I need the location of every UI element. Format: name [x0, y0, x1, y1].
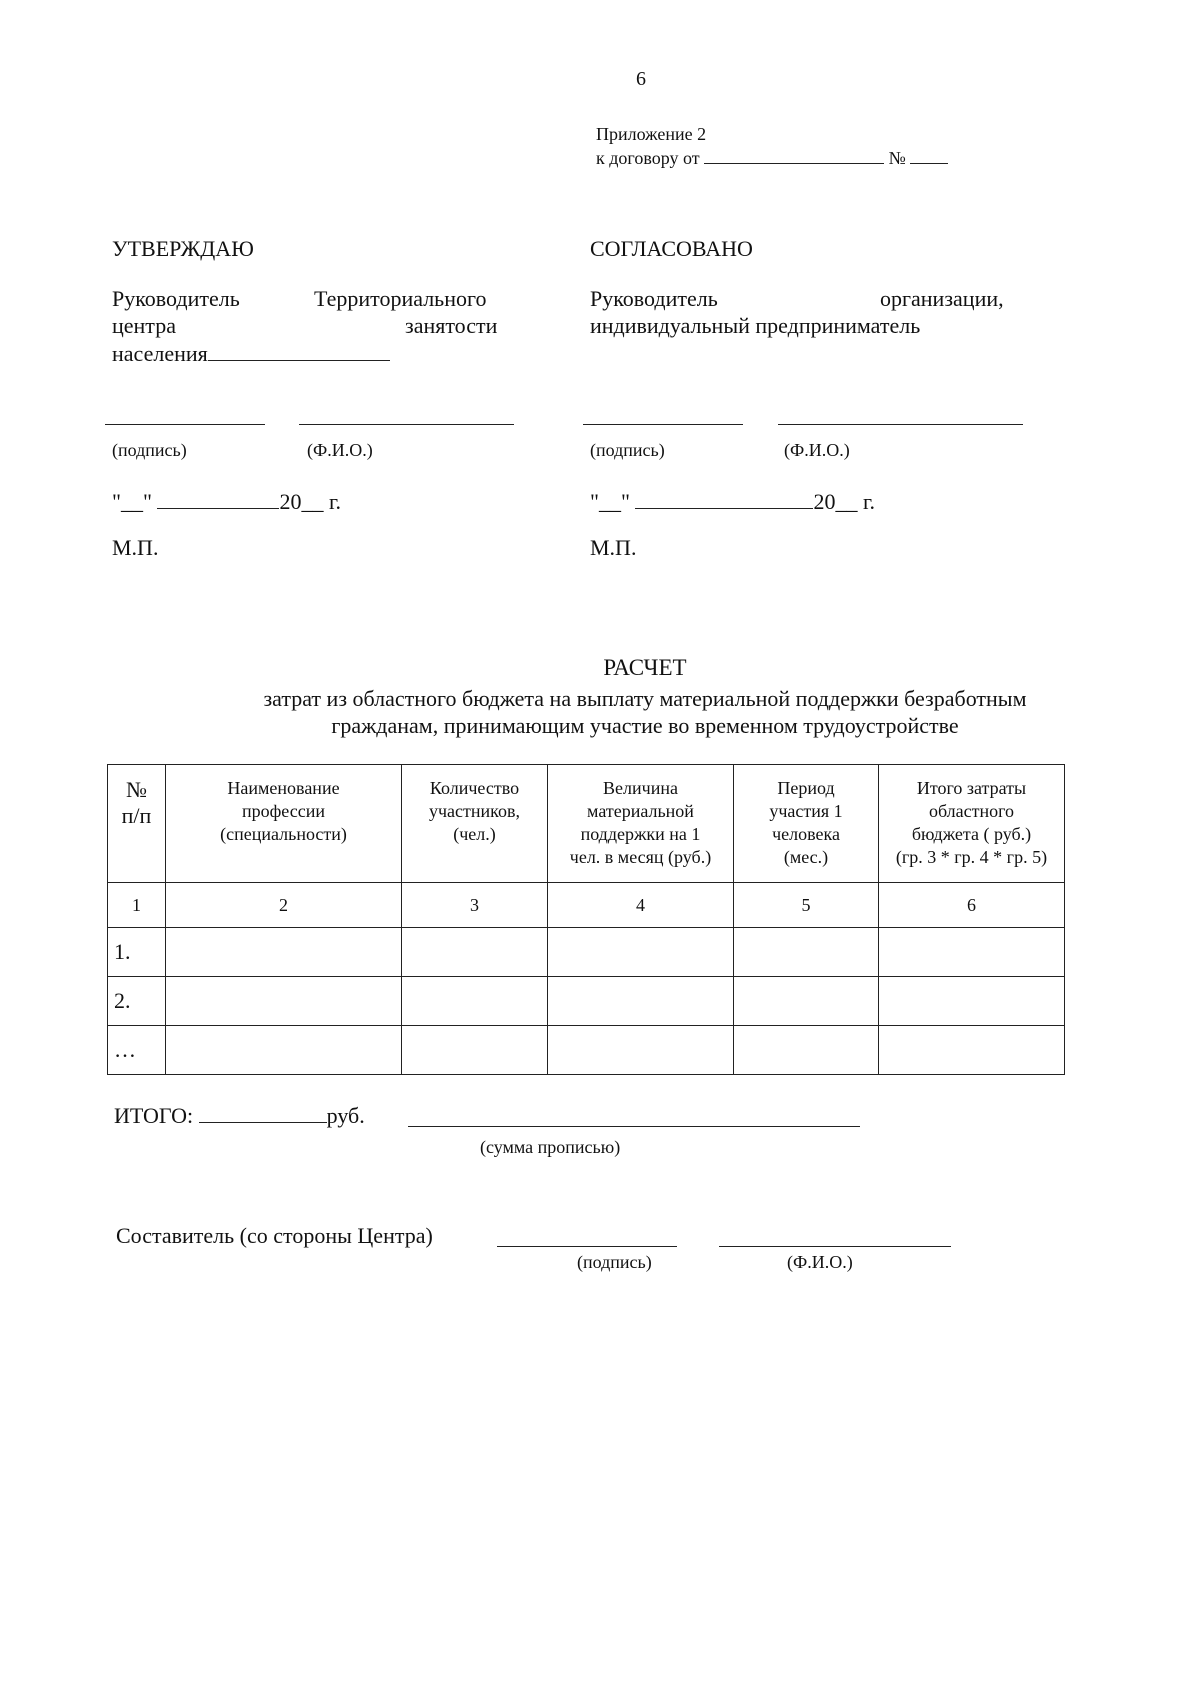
column-header-total-cost: Итого затраты областного бюджета ( руб.) (гр. 3 * гр. 4 * гр. 5)	[879, 765, 1065, 883]
compiler-label: Составитель (со стороны Центра)	[116, 1223, 433, 1248]
table-row	[108, 1026, 1065, 1075]
table-cell	[166, 928, 402, 977]
total-label: ИТОГО:	[114, 1103, 194, 1128]
approve-heading: УТВЕРЖДАЮ	[112, 236, 254, 261]
appendix-line-2	[596, 147, 948, 169]
column-number: 3	[402, 883, 548, 928]
agree-line-2: индивидуальный предприниматель	[590, 313, 921, 338]
page-number: 6	[636, 68, 646, 90]
calculation-subtitle-line-2: гражданам, принимающим участие во временном трудоустройстве	[331, 713, 959, 738]
table-cell	[879, 928, 1065, 977]
approve-name-line	[299, 424, 514, 425]
approve-line-2-left: центра	[112, 313, 176, 338]
table-cell	[734, 1026, 879, 1075]
table-cell	[548, 977, 734, 1026]
calculation-subtitle-line-1: затрат из областного бюджета на выплату материальной поддержки безработным	[263, 686, 1027, 711]
approve-date-blank	[157, 488, 279, 509]
agree-stamp: М.П.	[590, 535, 637, 560]
column-number: 2	[166, 883, 402, 928]
table-cell	[734, 928, 879, 977]
approve-date-quotes: "__"	[112, 489, 152, 514]
compiler-signature-label: (подпись)	[577, 1252, 652, 1272]
approve-line-3-label: населения	[112, 341, 208, 366]
table-header-row	[108, 765, 1065, 883]
column-number: 4	[548, 883, 734, 928]
agree-date	[590, 488, 875, 515]
compiler-signature-line	[497, 1246, 677, 1247]
column-header-period: Период участия 1 человека (мес.)	[734, 765, 879, 883]
table-cell	[166, 1026, 402, 1075]
table-cell	[402, 1026, 548, 1075]
column-header-profession: Наименование профессии (специальности)	[166, 765, 402, 883]
approve-name-blank	[208, 340, 390, 361]
approve-signature-line	[105, 424, 265, 425]
column-numbers-row	[108, 883, 1065, 928]
compiler-name-label: (Ф.И.О.)	[787, 1252, 853, 1272]
calculation-table	[107, 764, 1065, 1075]
total-amount-blank	[199, 1102, 327, 1123]
agree-year: 20__ г.	[813, 489, 876, 514]
table-cell: 1.	[108, 928, 166, 977]
table-cell	[548, 1026, 734, 1075]
table-cell	[879, 977, 1065, 1026]
column-header-number: № п/п	[108, 765, 166, 883]
table-cell	[734, 977, 879, 1026]
approve-year: 20__ г.	[279, 489, 342, 514]
agree-heading: СОГЛАСОВАНО	[590, 236, 753, 261]
approve-name-label: (Ф.И.О.)	[307, 440, 373, 460]
approve-stamp: М.П.	[112, 535, 159, 560]
table-cell: …	[108, 1026, 166, 1075]
approve-line-1-left: Руководитель	[112, 286, 240, 311]
approve-signature-label: (подпись)	[112, 440, 187, 460]
approve-line-2-right: занятости	[405, 313, 498, 338]
table-cell	[402, 977, 548, 1026]
agree-date-blank	[635, 488, 813, 509]
agree-signature-label: (подпись)	[590, 440, 665, 460]
table-cell	[166, 977, 402, 1026]
appendix-contract-prefix: к договору от	[596, 148, 700, 168]
table-row	[108, 977, 1065, 1026]
total-currency: руб.	[326, 1103, 365, 1128]
calculation-title: РАСЧЕТ	[603, 655, 687, 680]
column-header-participants: Количество участников, (чел.)	[402, 765, 548, 883]
agree-name-label: (Ф.И.О.)	[784, 440, 850, 460]
table-row	[108, 928, 1065, 977]
agree-date-quotes: "__"	[590, 489, 630, 514]
compiler-name-line	[719, 1246, 951, 1247]
column-number: 1	[108, 883, 166, 928]
appendix-line-1: Приложение 2	[596, 124, 707, 144]
column-number: 5	[734, 883, 879, 928]
contract-number-blank	[910, 147, 948, 164]
number-sign: №	[888, 148, 906, 168]
table-cell	[879, 1026, 1065, 1075]
agree-line-1-left: Руководитель	[590, 286, 718, 311]
approve-line-3	[112, 340, 390, 367]
column-header-support-amount: Величина материальной поддержки на 1 чел. в месяц (руб.)	[548, 765, 734, 883]
table-cell: 2.	[108, 977, 166, 1026]
agree-name-line	[778, 424, 1023, 425]
agree-line-1-right: организации,	[880, 286, 1004, 311]
table-cell	[548, 928, 734, 977]
approve-date	[112, 488, 341, 515]
table-cell	[402, 928, 548, 977]
column-number: 6	[879, 883, 1065, 928]
total-words-line	[408, 1126, 860, 1127]
total-line	[114, 1102, 365, 1129]
agree-signature-line	[583, 424, 743, 425]
contract-date-blank	[704, 147, 884, 164]
total-words-label: (сумма прописью)	[480, 1137, 621, 1157]
approve-line-1-right: Территориального	[314, 286, 487, 311]
